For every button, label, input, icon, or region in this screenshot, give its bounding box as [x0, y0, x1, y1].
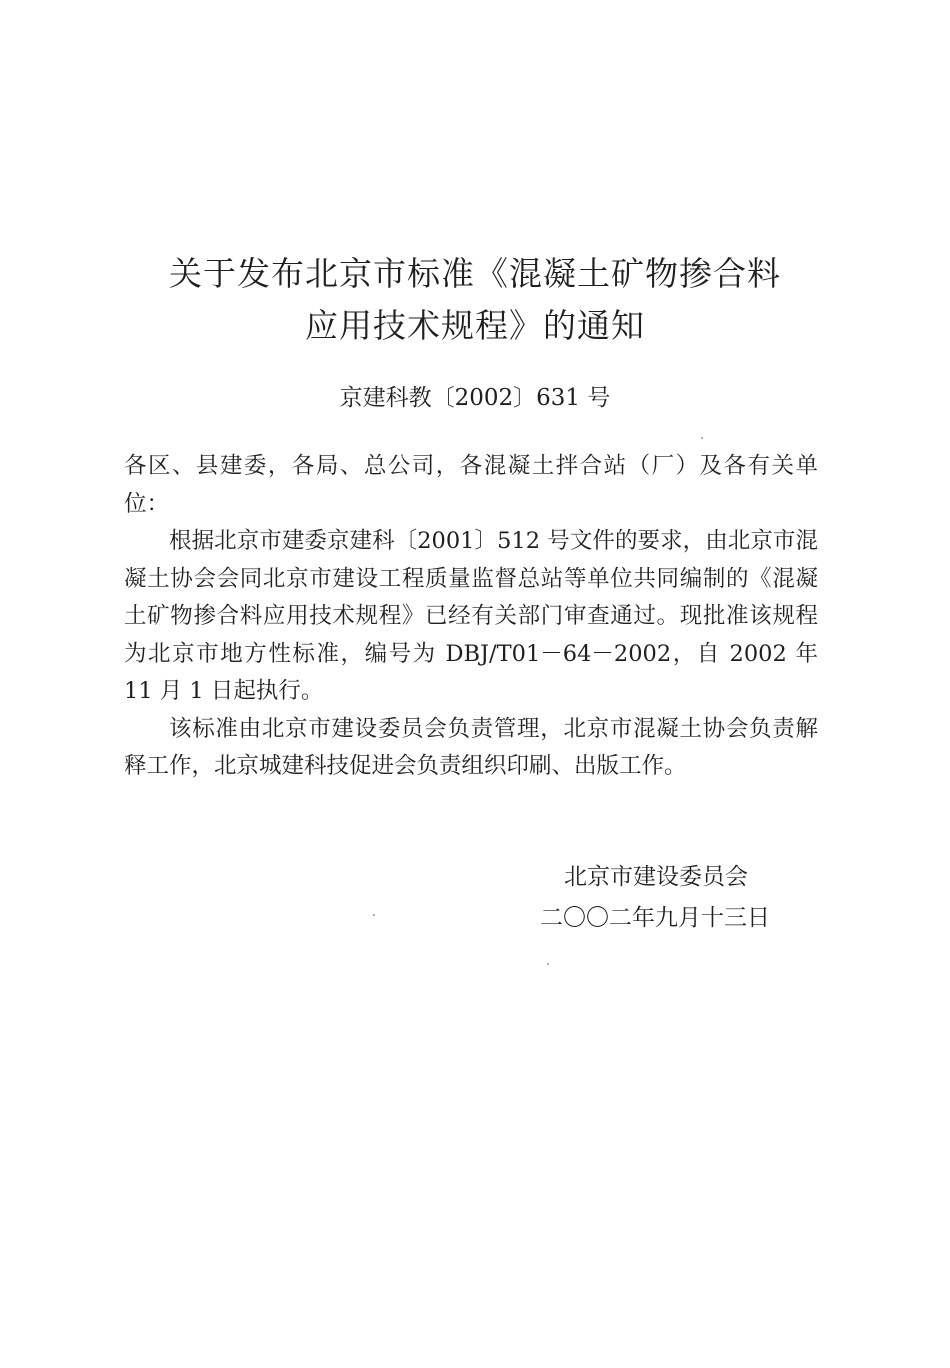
title-line-1: 关于发布北京市标准《混凝土矿物掺合料	[169, 254, 781, 293]
notice-body	[124, 448, 818, 786]
issue-date: 二〇〇二年九月十三日	[540, 905, 770, 931]
scan-speck	[547, 963, 549, 965]
document-number: 京建科教〔2002〕631 号	[339, 385, 611, 411]
issuing-organization: 北京市建设委员会	[564, 864, 748, 890]
notice-title	[0, 248, 950, 352]
addressee-line: 各区、县建委，各局、总公司，各混凝土拌合站（厂）及各有关单位：	[124, 453, 818, 517]
body-paragraph-2: 该标准由北京市建设委员会负责管理，北京市混凝土协会负责解释工作，北京城建科技促进会负责组织印刷、出版工作。	[124, 715, 818, 779]
title-line-2: 应用技术规程》的通知	[305, 306, 645, 345]
scan-speck	[701, 437, 703, 439]
signature-block	[540, 857, 800, 939]
scan-speck	[373, 914, 375, 916]
body-paragraph-1: 根据北京市建委京建科〔2001〕512 号文件的要求，由北京市混凝土协会会同北京市建设工程质量监督总站等单位共同编制的《混凝土矿物掺合料应用技术规程》已经有关部门审查通过。现批准该规程为北京市地方性标准，编号为 DBJ/T01－64－2002，自 2002 年 11 月 1 日起执行。	[124, 528, 818, 704]
